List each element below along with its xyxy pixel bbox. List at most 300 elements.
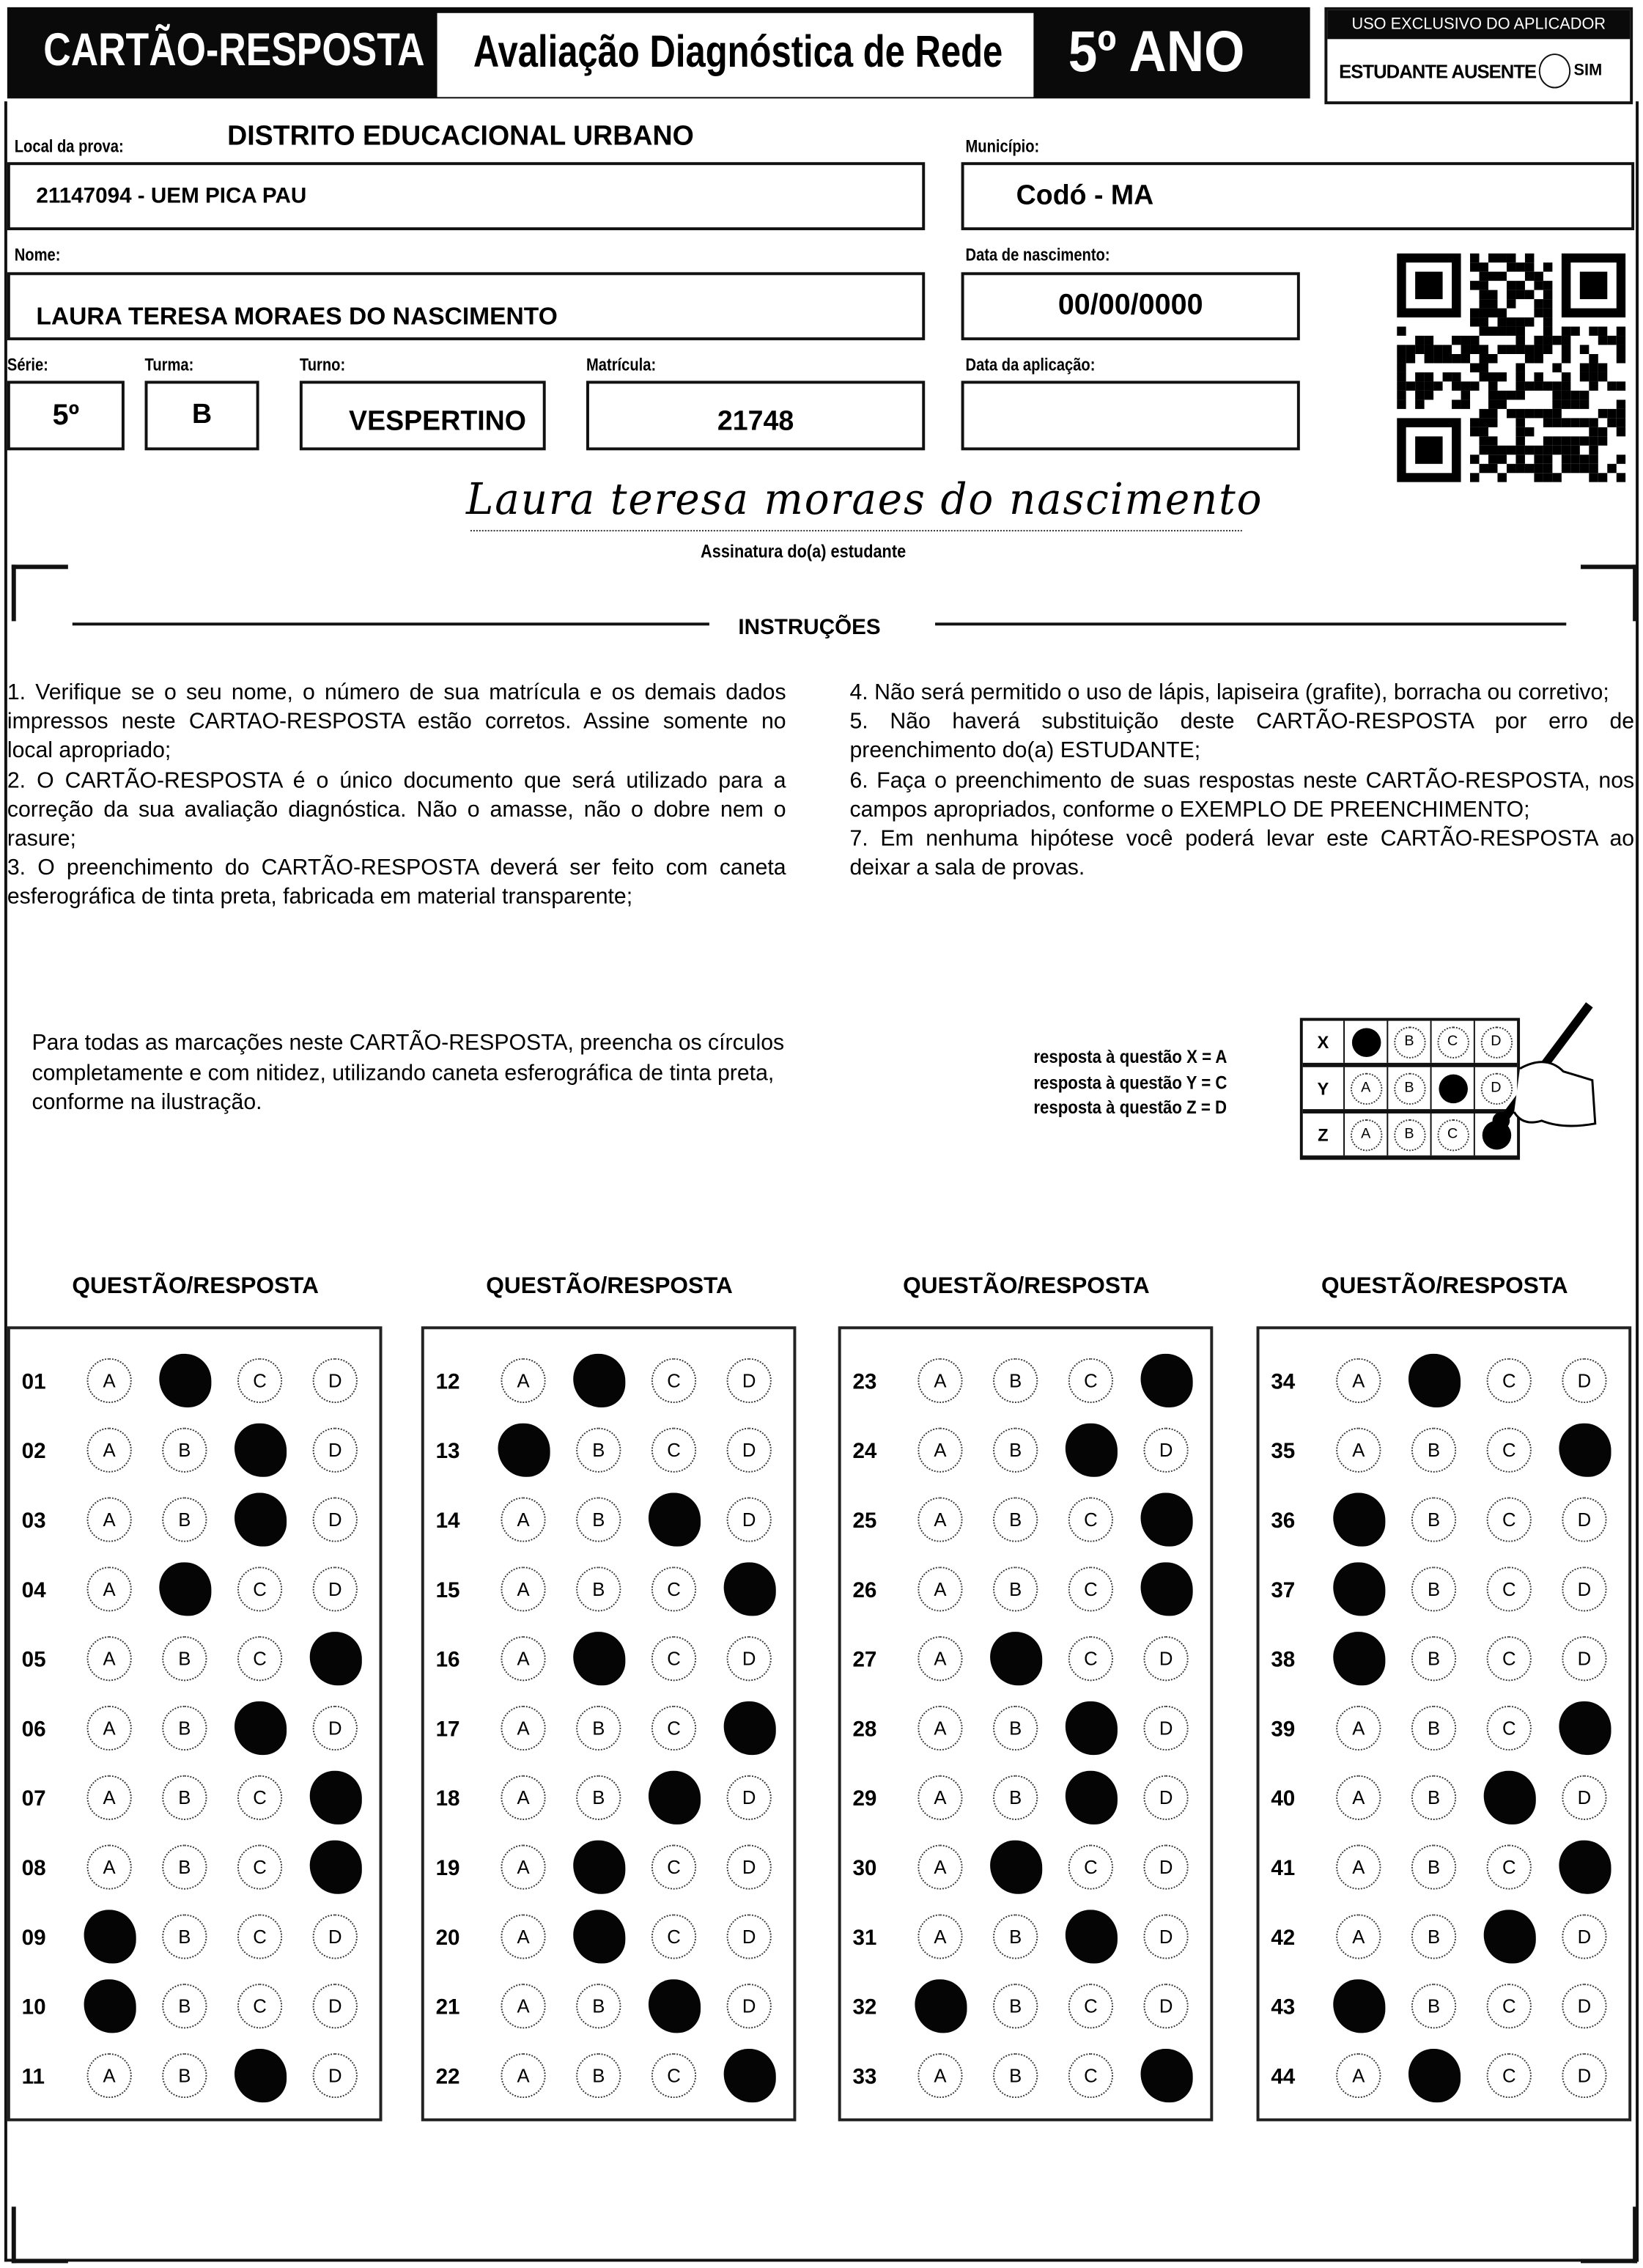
question-row: [424, 1839, 794, 1897]
answer-bubble-a[interactable]: A: [501, 1914, 545, 1959]
question-number: 08: [21, 1856, 46, 1881]
example-key: [1033, 1045, 1227, 1122]
question-row: [841, 1770, 1211, 1827]
instruction-item: 2. O CARTÃO-RESPOSTA é o único documento que será utilizado para a correção da sua avaliação diagnóstica. Não o amasse, não o dobre nem o rasure;: [7, 768, 786, 852]
answer-bubble-d[interactable]: D: [313, 1428, 358, 1473]
answer-bubble-d[interactable]: D: [1562, 1566, 1606, 1611]
question-row: [1260, 1770, 1629, 1827]
question-row: [841, 1839, 1211, 1897]
answer-bubble-b[interactable]: [159, 1562, 211, 1616]
question-row: [1260, 1978, 1629, 2036]
question-row: [841, 1978, 1211, 2036]
answer-bubble-c[interactable]: [235, 2049, 287, 2102]
answer-bubble-a[interactable]: [1333, 1632, 1385, 1685]
card-title: CARTÃO-RESPOSTA: [43, 23, 425, 76]
answer-bubble-a[interactable]: A: [501, 1358, 545, 1403]
applicator-box: [1324, 7, 1633, 104]
answer-bubble-a[interactable]: A: [87, 1497, 132, 1542]
answer-bubble-a[interactable]: A: [918, 1428, 962, 1473]
answer-bubble-d[interactable]: D: [727, 1358, 772, 1403]
answer-bubble-b[interactable]: B: [993, 1497, 1038, 1542]
question-row: [10, 1839, 380, 1897]
question-row: [841, 1700, 1211, 1758]
answer-bubble-a[interactable]: A: [87, 1358, 132, 1403]
nome-value: LAURA TERESA MORAES DO NASCIMENTO: [36, 301, 558, 330]
question-row: [10, 1700, 380, 1758]
question-row: [841, 1908, 1211, 1966]
answer-bubble-c[interactable]: [1484, 1771, 1536, 1825]
answer-bubble-b[interactable]: B: [1411, 1428, 1456, 1473]
answer-bubble-d[interactable]: D: [727, 1497, 772, 1542]
answer-bubble-b[interactable]: B: [1411, 1497, 1456, 1542]
answer-bubble-c[interactable]: C: [237, 1845, 282, 1890]
answer-bubble-d[interactable]: [724, 1562, 776, 1616]
answer-bubble-d[interactable]: D: [1562, 1497, 1606, 1542]
answer-bubble-d[interactable]: D: [313, 1706, 358, 1750]
instruction-item: 6. Faça o preenchimento de suas respostas neste CARTÃO-RESPOSTA, nos campos apropriados, conforme o EXEMPLO DE PREENCHIMENTO;: [849, 768, 1635, 822]
answer-bubble-b[interactable]: B: [993, 1984, 1038, 2028]
answer-bubble-c[interactable]: [1066, 1424, 1118, 1477]
question-column: [421, 1326, 797, 2121]
answer-bubble-b[interactable]: B: [993, 1358, 1038, 1403]
answer-bubble-b[interactable]: B: [1411, 1706, 1456, 1750]
question-row: [841, 1422, 1211, 1480]
answer-bubble-a[interactable]: A: [918, 1358, 962, 1403]
answer-bubble-b[interactable]: B: [162, 1636, 207, 1681]
question-number: 03: [21, 1509, 46, 1534]
matricula-field[interactable]: [586, 381, 925, 451]
answer-bubble-a[interactable]: A: [918, 1566, 962, 1611]
answer-bubble-d[interactable]: [724, 1701, 776, 1755]
answer-bubble-d[interactable]: D: [1143, 1845, 1188, 1890]
answer-bubble-d[interactable]: D: [1143, 1914, 1188, 1959]
answer-bubble-b[interactable]: [573, 1910, 625, 1963]
question-number: 42: [1271, 1926, 1296, 1951]
question-number: 12: [435, 1369, 460, 1395]
answer-bubble-a[interactable]: [1333, 1562, 1385, 1616]
answer-bubble-d[interactable]: [1559, 1701, 1611, 1755]
answer-bubble-a[interactable]: A: [918, 1775, 962, 1820]
answer-bubble-c[interactable]: [1066, 1701, 1118, 1755]
answer-bubble-a[interactable]: A: [501, 1845, 545, 1890]
answer-bubble-d[interactable]: D: [727, 1845, 772, 1890]
answer-bubble-a[interactable]: A: [1336, 1358, 1381, 1403]
grade-title: 5º ANO: [1068, 20, 1245, 84]
answer-bubble-d[interactable]: D: [1143, 1706, 1188, 1750]
answer-bubble-d[interactable]: [310, 1771, 362, 1825]
answer-bubble-a[interactable]: [84, 1979, 136, 2033]
answer-bubble-d[interactable]: D: [1562, 2053, 1606, 2098]
answer-bubble-b[interactable]: B: [576, 1497, 621, 1542]
answer-bubble-a[interactable]: A: [918, 1914, 962, 1959]
answer-bubble-b[interactable]: B: [993, 1428, 1038, 1473]
answer-bubble-b[interactable]: B: [576, 1428, 621, 1473]
answer-bubble-b[interactable]: B: [162, 1775, 207, 1820]
answer-bubble-a[interactable]: A: [501, 1706, 545, 1750]
question-number: 26: [852, 1578, 877, 1603]
answer-bubble-a[interactable]: A: [918, 1636, 962, 1681]
question-column: [838, 1326, 1214, 2121]
answer-bubble-d[interactable]: [1141, 1493, 1193, 1547]
question-row: [841, 1352, 1211, 1410]
answer-bubble-c[interactable]: C: [1487, 2053, 1532, 2098]
question-number: 05: [21, 1647, 46, 1673]
question-row: [424, 1908, 794, 1966]
answer-bubble-b[interactable]: B: [162, 1845, 207, 1890]
question-number: 28: [852, 1717, 877, 1742]
instruction-item: 3. O preenchimento do CARTÃO-RESPOSTA deverá ser feito com caneta esferográfica de tinta preta, fabricada em material transparente;: [7, 855, 786, 910]
answer-bubble-d[interactable]: D: [313, 1984, 358, 2028]
answer-bubble-c[interactable]: C: [1068, 1358, 1113, 1403]
instruction-item: 5. Não haverá substituição deste CARTÃO-RESPOSTA por erro de preenchimento do(a) ESTUDANTE;: [849, 710, 1635, 764]
answer-bubble-b[interactable]: [159, 1354, 211, 1407]
answer-bubble-d[interactable]: D: [727, 1914, 772, 1959]
question-row: [1260, 1561, 1629, 1619]
answer-bubble-a[interactable]: A: [501, 1984, 545, 2028]
signature-line: [470, 530, 1242, 531]
answer-bubble-b[interactable]: B: [162, 1914, 207, 1959]
answer-bubble-a[interactable]: [915, 1979, 967, 2033]
answer-bubble-c[interactable]: C: [1068, 1984, 1113, 2028]
example-bubble-c: C: [1436, 1026, 1468, 1058]
instruction-item: 4. Não será permitido o uso de lápis, lapiseira (grafite), borracha ou corretivo;: [849, 680, 1609, 705]
answer-bubble-d[interactable]: D: [1143, 1636, 1188, 1681]
answer-bubble-c[interactable]: C: [1487, 1845, 1532, 1890]
question-number: 02: [21, 1439, 46, 1465]
answer-bubble-a[interactable]: A: [87, 1636, 132, 1681]
example-key-line: resposta à questão Y = C: [1033, 1072, 1227, 1093]
exam-title: Avaliação Diagnóstica de Rede: [473, 26, 1003, 77]
answer-bubble-d[interactable]: D: [1143, 1428, 1188, 1473]
question-row: [1260, 1422, 1629, 1480]
answer-bubble-a[interactable]: A: [501, 2053, 545, 2098]
answer-bubble-a[interactable]: A: [87, 2053, 132, 2098]
answer-bubble-a[interactable]: A: [1336, 1845, 1381, 1890]
question-number: 18: [435, 1786, 460, 1812]
question-header: QUESTÃO/RESPOSTA: [1321, 1274, 1568, 1299]
answer-bubble-b[interactable]: B: [1411, 1636, 1456, 1681]
answer-bubble-d[interactable]: D: [1562, 1984, 1606, 2028]
answer-bubble-a[interactable]: A: [918, 1845, 962, 1890]
answer-bubble-c[interactable]: C: [1068, 2053, 1113, 2098]
answer-bubble-a[interactable]: A: [87, 1428, 132, 1473]
answer-bubble-c[interactable]: C: [651, 2053, 696, 2098]
answer-bubble-b[interactable]: B: [993, 1914, 1038, 1959]
answer-bubble-b[interactable]: B: [162, 2053, 207, 2098]
corner-mark: [1581, 564, 1637, 621]
question-row: [10, 1908, 380, 1966]
answer-bubble-a[interactable]: A: [87, 1566, 132, 1611]
answer-bubble-d[interactable]: D: [313, 1358, 358, 1403]
question-number: 20: [435, 1926, 460, 1951]
answer-bubble-c[interactable]: C: [1068, 1636, 1113, 1681]
instructions-right: [850, 679, 1635, 883]
instructions-title: INSTRUÇÕES: [738, 615, 881, 641]
answer-bubble-b[interactable]: B: [162, 1497, 207, 1542]
question-number: 34: [1271, 1369, 1296, 1395]
example-key-line: resposta à questão Z = D: [1033, 1097, 1227, 1118]
example-question: X: [1303, 1021, 1345, 1063]
answer-bubble-d[interactable]: [1559, 1841, 1611, 1894]
answer-bubble-c[interactable]: [235, 1493, 287, 1547]
answer-bubble-b[interactable]: B: [993, 1566, 1038, 1611]
question-header: QUESTÃO/RESPOSTA: [72, 1274, 319, 1299]
answer-bubble-c[interactable]: [649, 1493, 701, 1547]
question-row: [10, 1561, 380, 1619]
question-number: 04: [21, 1578, 46, 1603]
question-number: 14: [435, 1509, 460, 1534]
answer-bubble-c[interactable]: C: [1487, 1706, 1532, 1750]
answer-bubble-c[interactable]: [235, 1701, 287, 1755]
answer-bubble-d[interactable]: D: [1143, 1984, 1188, 2028]
example-bubble-b: B: [1393, 1026, 1425, 1058]
question-row: [10, 1978, 380, 2036]
answer-bubble-c[interactable]: C: [651, 1566, 696, 1611]
municipio-label: Município:: [965, 136, 1040, 157]
turma-field[interactable]: [145, 381, 259, 451]
question-row: [841, 1630, 1211, 1688]
applicator-strip: USO EXCLUSIVO DO APLICADOR: [1327, 10, 1630, 40]
answer-bubble-d[interactable]: D: [727, 1984, 772, 2028]
divider: [935, 622, 1566, 625]
question-number: 27: [852, 1647, 877, 1673]
answer-bubble-b[interactable]: B: [1411, 1845, 1456, 1890]
answer-bubble-c[interactable]: [649, 1771, 701, 1825]
answer-bubble-d[interactable]: D: [1143, 1775, 1188, 1820]
local-value: 21147094 - UEM PICA PAU: [36, 183, 307, 209]
absent-checkbox[interactable]: [1539, 54, 1570, 88]
question-number: 35: [1271, 1439, 1296, 1465]
question-number: 36: [1271, 1509, 1296, 1534]
question-row: [10, 2047, 380, 2105]
answer-bubble-a[interactable]: A: [918, 1706, 962, 1750]
answer-bubble-a[interactable]: A: [501, 1775, 545, 1820]
question-row: [841, 1561, 1211, 1619]
answer-bubble-c[interactable]: C: [1487, 1566, 1532, 1611]
answer-bubble-b[interactable]: [990, 1841, 1042, 1894]
nome-field[interactable]: [7, 272, 925, 340]
answer-bubble-d[interactable]: D: [313, 1914, 358, 1959]
answer-bubble-c[interactable]: C: [1487, 1636, 1532, 1681]
turno-label: Turno:: [299, 354, 346, 375]
question-number: 38: [1271, 1647, 1296, 1673]
question-column: [1257, 1326, 1632, 2121]
answer-bubble-d[interactable]: D: [1562, 1636, 1606, 1681]
example-bubble-d: D: [1480, 1072, 1512, 1104]
answer-bubble-c[interactable]: C: [1068, 1566, 1113, 1611]
answer-bubble-a[interactable]: A: [501, 1566, 545, 1611]
answer-bubble-d[interactable]: [1141, 1354, 1193, 1407]
serie-field[interactable]: [7, 381, 125, 451]
turno-value: VESPERTINO: [349, 407, 526, 438]
hand-pen-icon: [1462, 996, 1600, 1141]
answer-bubble-d[interactable]: D: [727, 1775, 772, 1820]
answer-bubble-d[interactable]: [1559, 1424, 1611, 1477]
answer-bubble-d[interactable]: D: [727, 1636, 772, 1681]
answer-bubble-d[interactable]: [1141, 1562, 1193, 1616]
answer-bubble-b[interactable]: B: [993, 1706, 1038, 1750]
answer-bubble-b[interactable]: B: [576, 1775, 621, 1820]
question-row: [424, 1978, 794, 2036]
answer-bubble-c[interactable]: C: [237, 1636, 282, 1681]
question-header: QUESTÃO/RESPOSTA: [903, 1274, 1150, 1299]
qr-code: [1397, 254, 1625, 482]
aplicacao-field[interactable]: [961, 381, 1300, 451]
example-bubble-c: C: [1436, 1119, 1468, 1150]
answer-bubble-c[interactable]: C: [1487, 1497, 1532, 1542]
answer-bubble-c[interactable]: [1066, 1771, 1118, 1825]
question-number: 24: [852, 1439, 877, 1465]
answer-bubble-b[interactable]: [1408, 1354, 1461, 1407]
question-row: [424, 1700, 794, 1758]
answer-bubble-b[interactable]: B: [576, 2053, 621, 2098]
question-row: [10, 1352, 380, 1410]
answer-bubble-d[interactable]: [1141, 2049, 1193, 2102]
serie-label: Série:: [7, 354, 48, 375]
answer-bubble-a[interactable]: A: [87, 1845, 132, 1890]
answer-bubble-a[interactable]: [84, 1910, 136, 1963]
nascimento-field[interactable]: [961, 272, 1300, 340]
question-number: 07: [21, 1786, 46, 1812]
answer-bubble-b[interactable]: B: [993, 1775, 1038, 1820]
question-row: [1260, 2047, 1629, 2105]
answer-bubble-d[interactable]: D: [1562, 1914, 1606, 1959]
answer-bubble-b[interactable]: [990, 1632, 1042, 1685]
answer-bubble-b[interactable]: B: [1411, 1566, 1456, 1611]
answer-bubble-c[interactable]: [649, 1979, 701, 2033]
question-row: [841, 2047, 1211, 2105]
answer-bubble-b[interactable]: B: [162, 1984, 207, 2028]
answer-bubble-b[interactable]: B: [162, 1706, 207, 1750]
answer-bubble-a[interactable]: A: [87, 1775, 132, 1820]
answer-bubble-c[interactable]: C: [237, 1914, 282, 1959]
question-number: 37: [1271, 1578, 1296, 1603]
answer-bubble-d[interactable]: D: [313, 1497, 358, 1542]
answer-bubble-b[interactable]: [573, 1354, 625, 1407]
question-number: 06: [21, 1717, 46, 1742]
turno-field[interactable]: [300, 381, 546, 451]
municipio-field[interactable]: [961, 162, 1635, 230]
answer-bubble-c[interactable]: C: [237, 1358, 282, 1403]
question-row: [1260, 1700, 1629, 1758]
answer-bubble-c[interactable]: C: [651, 1358, 696, 1403]
answer-bubble-c[interactable]: [1066, 1910, 1118, 1963]
question-row: [1260, 1908, 1629, 1966]
answer-bubble-b[interactable]: B: [162, 1428, 207, 1473]
answer-bubble-d[interactable]: D: [1562, 1775, 1606, 1820]
answer-bubble-a[interactable]: A: [1336, 1914, 1381, 1959]
answer-bubble-c[interactable]: C: [1487, 1984, 1532, 2028]
question-number: 31: [852, 1926, 877, 1951]
answer-bubble-c[interactable]: C: [651, 1636, 696, 1681]
answer-bubble-d[interactable]: [724, 2049, 776, 2102]
instruction-item: 1. Verifique se o seu nome, o número de sua matrícula e os demais dados impressos neste CARTAO-RESPOSTA estão corretos. Assine somente no local apropriado;: [7, 680, 786, 764]
signature-label: Assinatura do(a) estudante: [701, 541, 907, 562]
question-number: 44: [1271, 2064, 1296, 2090]
answer-bubble-a[interactable]: A: [918, 2053, 962, 2098]
answer-bubble-c[interactable]: C: [237, 1775, 282, 1820]
question-number: 16: [435, 1647, 460, 1673]
answer-bubble-c[interactable]: C: [1487, 1358, 1532, 1403]
answer-bubble-c[interactable]: [1484, 1910, 1536, 1963]
answer-bubble-a[interactable]: [498, 1424, 550, 1477]
question-row: [1260, 1839, 1629, 1897]
answer-bubble-c[interactable]: C: [237, 1984, 282, 2028]
answer-bubble-a[interactable]: [1333, 1493, 1385, 1547]
question-row: [1260, 1492, 1629, 1550]
signature: Laura teresa moraes do nascimento: [466, 474, 1263, 526]
answer-bubble-c[interactable]: C: [651, 1845, 696, 1890]
answer-bubble-c[interactable]: C: [651, 1914, 696, 1959]
answer-bubble-b[interactable]: B: [576, 1566, 621, 1611]
question-number: 22: [435, 2064, 460, 2090]
answer-bubble-d[interactable]: [310, 1632, 362, 1685]
question-row: [424, 1352, 794, 1410]
answer-bubble-b[interactable]: B: [1411, 1914, 1456, 1959]
example-bubble-a: [1351, 1027, 1381, 1056]
answer-bubble-a[interactable]: A: [1336, 1706, 1381, 1750]
answer-bubble-c[interactable]: [235, 1424, 287, 1477]
answer-bubble-b[interactable]: [1408, 2049, 1461, 2102]
question-row: [10, 1630, 380, 1688]
instructions-left: [7, 679, 786, 913]
example-bubble-b: B: [1393, 1072, 1425, 1104]
local-label: Local da prova:: [14, 136, 124, 157]
question-number: 25: [852, 1509, 877, 1534]
answer-bubble-d[interactable]: [310, 1841, 362, 1894]
answer-bubble-c[interactable]: C: [1068, 1845, 1113, 1890]
answer-bubble-d[interactable]: D: [1562, 1358, 1606, 1403]
answer-bubble-d[interactable]: D: [313, 1566, 358, 1611]
question-number: 40: [1271, 1786, 1296, 1812]
answer-bubble-c[interactable]: C: [651, 1428, 696, 1473]
answer-bubble-a[interactable]: A: [501, 1636, 545, 1681]
answer-bubble-a[interactable]: A: [501, 1497, 545, 1542]
answer-bubble-d[interactable]: D: [313, 2053, 358, 2098]
answer-bubble-c[interactable]: C: [237, 1566, 282, 1611]
answer-bubble-b[interactable]: B: [576, 1984, 621, 2028]
answer-bubble-a[interactable]: A: [1336, 1428, 1381, 1473]
answer-bubble-a[interactable]: A: [1336, 1775, 1381, 1820]
question-row: [1260, 1630, 1629, 1688]
question-number: 09: [21, 1926, 46, 1951]
question-number: 41: [1271, 1856, 1296, 1881]
answer-bubble-b[interactable]: [573, 1841, 625, 1894]
answer-bubble-c[interactable]: C: [651, 1706, 696, 1750]
question-row: [424, 1770, 794, 1827]
answer-bubble-b[interactable]: [573, 1632, 625, 1685]
question-row: [10, 1492, 380, 1550]
example-question: Y: [1303, 1067, 1345, 1109]
question-column: [7, 1326, 383, 2121]
local-field[interactable]: [7, 162, 925, 230]
answer-bubble-b[interactable]: B: [993, 2053, 1038, 2098]
answer-bubble-b[interactable]: B: [1411, 1775, 1456, 1820]
answer-bubble-c[interactable]: C: [1487, 1428, 1532, 1473]
question-number: 39: [1271, 1717, 1296, 1742]
answer-bubble-b[interactable]: B: [1411, 1984, 1456, 2028]
answer-bubble-a[interactable]: A: [918, 1497, 962, 1542]
answer-bubble-a[interactable]: [1333, 1979, 1385, 2033]
question-number: 21: [435, 1995, 460, 2020]
example-text: Para todas as marcações neste CARTÃO-RESPOSTA, preencha os círculos completamente e com nitidez, utilizando caneta esferográfica de tinta preta, conforme na ilustração.: [32, 1031, 785, 1115]
answer-bubble-a[interactable]: A: [87, 1706, 132, 1750]
answer-bubble-c[interactable]: C: [1068, 1497, 1113, 1542]
answer-bubble-b[interactable]: B: [576, 1706, 621, 1750]
answer-bubble-a[interactable]: A: [1336, 2053, 1381, 2098]
absent-option: SIM: [1573, 62, 1603, 80]
answer-bubble-d[interactable]: D: [727, 1428, 772, 1473]
